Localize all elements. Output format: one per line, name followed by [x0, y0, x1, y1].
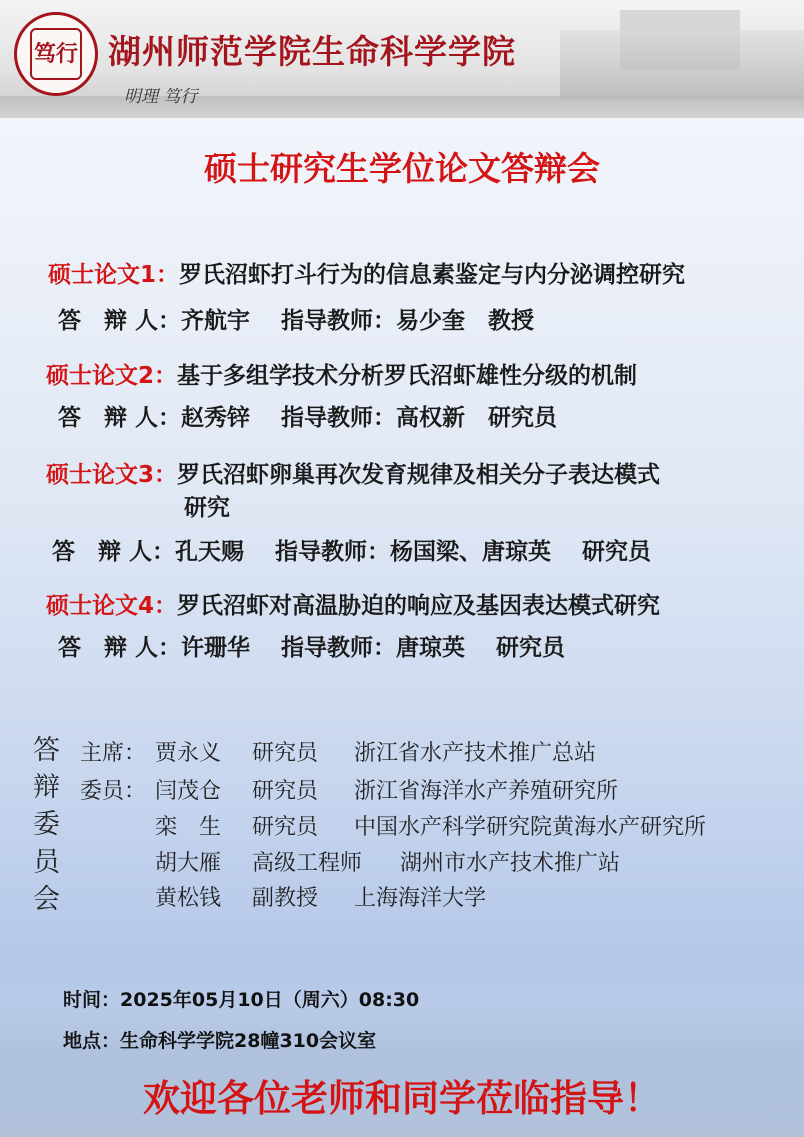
- event-time: 时间：2025年05月10日（周六）08:30: [63, 989, 420, 1011]
- committee-label-char: 会: [33, 884, 60, 915]
- committee-label-char: 委: [33, 809, 60, 840]
- committee-title: 研究员: [252, 779, 319, 804]
- committee-title: 研究员: [252, 815, 319, 840]
- committee-label-char: 辩: [33, 772, 60, 803]
- thesis-3-topic: 罗氏沼虾卵巢再次发育规律及相关分子表达模式: [177, 462, 661, 488]
- school-motto: 明理 笃行: [124, 87, 198, 107]
- thesis-4-defender-line: 答 辩 人：许珊华 指导教师：唐琼英 研究员: [58, 635, 566, 661]
- thesis-4-label: 硕士论文4：: [46, 593, 178, 619]
- committee-row: [80, 736, 597, 767]
- committee-org: 浙江省水产技术推广总站: [354, 741, 597, 766]
- committee-org: 上海海洋大学: [354, 886, 487, 911]
- committee-role: 主席：: [80, 741, 147, 766]
- committee-title: 研究员: [252, 741, 319, 766]
- thesis-2-defender-line: 答 辩 人：赵秀锌 指导教师：高权新 研究员: [58, 405, 558, 431]
- thesis-2-topic-line: [46, 357, 637, 390]
- header-banner: [0, 0, 804, 118]
- thesis-1-label: 硕士论文1：: [48, 262, 180, 288]
- committee-name: 闫茂仓: [155, 779, 222, 804]
- committee-title: 高级工程师: [252, 851, 363, 876]
- thesis-4-topic: 罗氏沼虾对高温胁迫的响应及基因表达模式研究: [177, 593, 661, 619]
- committee-title: 副教授: [252, 886, 319, 911]
- thesis-3-defender-line: 答 辩 人：孔天赐 指导教师：杨国梁、唐琼英 研究员: [52, 539, 652, 565]
- thesis-3-topic-continuation: 研究: [184, 495, 230, 521]
- committee-row: [80, 774, 619, 805]
- event-location: 地点：生命科学学院28幢310会议室: [63, 1030, 377, 1052]
- committee-org: 湖州市水产技术推广站: [400, 851, 621, 876]
- thesis-3-topic-line: [46, 456, 660, 489]
- thesis-2-label: 硕士论文2：: [46, 363, 178, 389]
- logo-seal: 笃行: [30, 28, 82, 80]
- campus-building-photo-2: [560, 30, 804, 100]
- thesis-1-defender-line: 答 辩 人：齐航宇 指导教师：易少奎 教授: [58, 308, 535, 334]
- welcome-message: 欢迎各位老师和同学莅临指导！: [143, 1077, 661, 1120]
- committee-name: 栾 生: [155, 815, 222, 840]
- committee-name: 黄松钱: [155, 886, 222, 911]
- page-title: 硕士研究生学位论文答辩会: [204, 149, 600, 188]
- thesis-4-topic-line: [46, 587, 660, 620]
- committee-org: 浙江省海洋水产养殖研究所: [354, 779, 619, 804]
- thesis-2-topic: 基于多组学技术分析罗氏沼虾雄性分级的机制: [177, 363, 638, 389]
- thesis-1-topic: 罗氏沼虾打斗行为的信息素鉴定与内分泌调控研究: [179, 262, 686, 288]
- committee-label-char: 答: [33, 735, 60, 766]
- thesis-1-topic-line: [48, 256, 685, 289]
- thesis-3-label: 硕士论文3：: [46, 462, 178, 488]
- committee-org: 中国水产科学研究院黄海水产研究所: [354, 815, 707, 840]
- committee-role: 委员：: [80, 779, 147, 804]
- header-band: [0, 96, 804, 118]
- committee-label-char: 员: [33, 847, 60, 878]
- school-name: 湖州师范学院生命科学学院: [108, 32, 516, 71]
- committee-name: 贾永义: [155, 741, 222, 766]
- committee-name: 胡大雁: [155, 851, 222, 876]
- university-logo: [14, 12, 98, 96]
